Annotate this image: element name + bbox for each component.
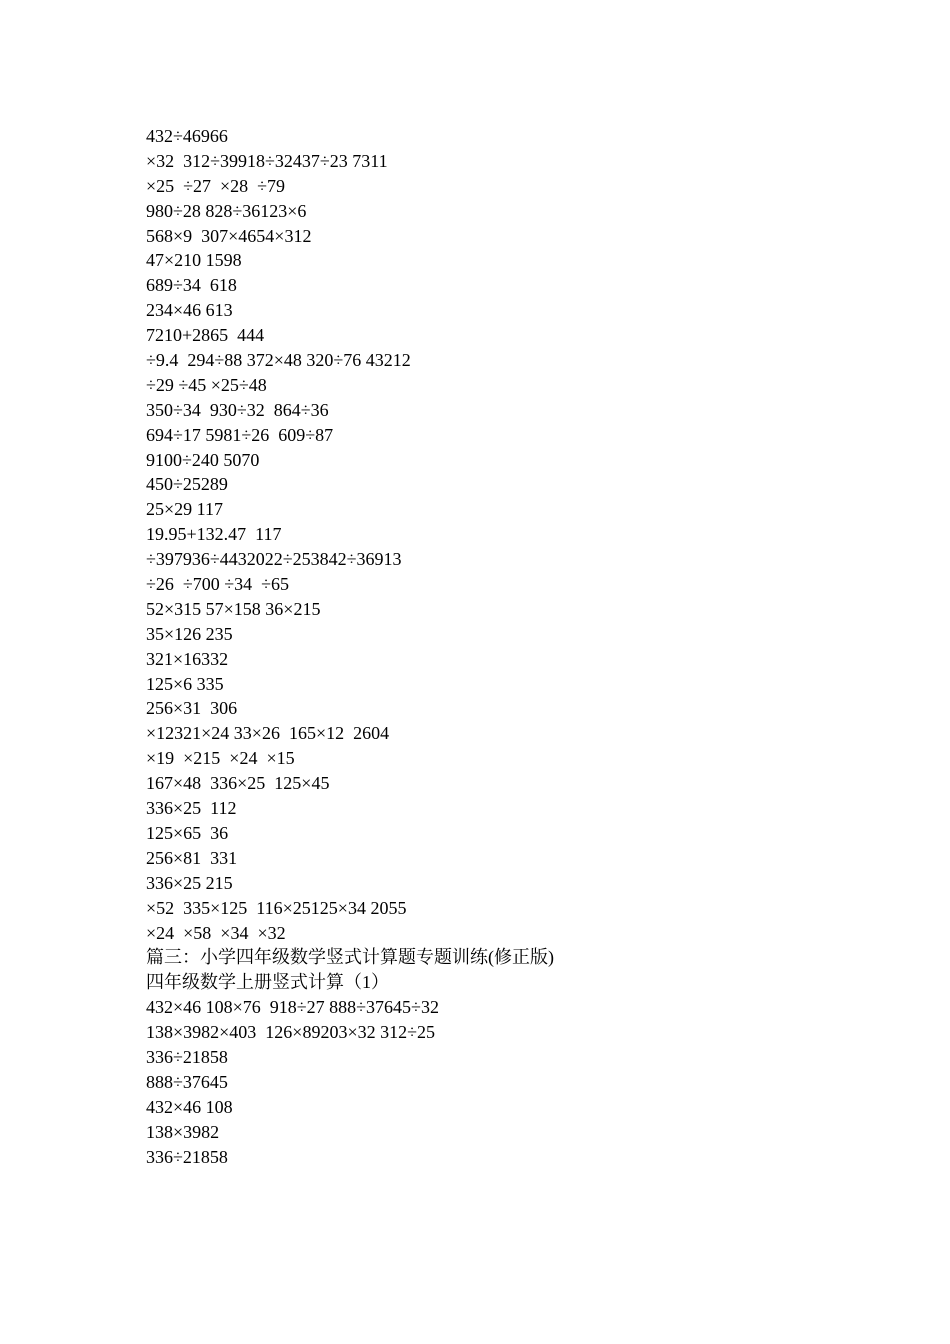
- text-line: 234×46 613: [146, 300, 233, 321]
- text-line: 689÷34 618: [146, 275, 237, 296]
- text-line: 568×9 307×4654×312: [146, 225, 312, 246]
- text-line: 432÷46966: [146, 126, 228, 146]
- text-line: 432×46 108: [146, 1096, 233, 1117]
- text-line: ÷26 ÷700 ÷34 ÷65: [146, 574, 290, 595]
- text-line: 125×65 36: [146, 822, 229, 843]
- text-line: 350÷34 930÷32 864÷36: [146, 399, 329, 420]
- text-line: 167×48 336×25 125×45: [146, 773, 330, 794]
- text-line: 19.95+132.47 117: [146, 524, 282, 545]
- text-line: 450÷25289: [146, 474, 228, 495]
- text-line: 256×31 306: [146, 698, 238, 719]
- text-line: 25×29 117: [146, 499, 223, 520]
- text-line: ×24 ×58 ×34 ×32: [146, 922, 286, 943]
- document-body: [146, 124, 906, 1169]
- text-line: ÷9.4 294÷88 372×48 320÷76 43212: [146, 350, 411, 371]
- text-line: 256×81 331: [146, 847, 238, 868]
- text-line: 9100÷240 5070: [146, 449, 260, 470]
- text-line: 694÷17 5981÷26 609÷87: [146, 424, 334, 445]
- text-line: ×25 ÷27 ×28 ÷79: [146, 175, 286, 196]
- text-line: ×19 ×215 ×24 ×15: [146, 748, 295, 769]
- text-line: 35×126 235: [146, 623, 233, 644]
- text-line: ×12321×24 33×26 165×12 2604: [146, 723, 390, 744]
- text-line: 980÷28 828÷36123×6: [146, 200, 307, 221]
- text-line: 138×3982×403 126×89203×32 312÷25: [146, 1022, 435, 1043]
- text-line: 138×3982: [146, 1121, 220, 1142]
- text-line: 47×210 1598: [146, 250, 242, 271]
- text-line: 321×16332: [146, 648, 229, 669]
- text-line: 336÷21858: [146, 1046, 228, 1067]
- section-heading: 篇三：小学四年级数学竖式计算题专题训练(修正版): [146, 947, 554, 968]
- text-line: 7210+2865 444: [146, 325, 265, 346]
- text-line: 125×6 335: [146, 673, 224, 694]
- text-line: 52×315 57×158 36×215: [146, 598, 321, 619]
- text-line: ÷29 ÷45 ×25÷48: [146, 374, 267, 395]
- text-line: ×52 335×125 116×25125×34 2055: [146, 897, 407, 918]
- text-line: 336÷21858: [146, 1146, 228, 1167]
- text-line: ×32 312÷39918÷32437÷23 7311: [146, 150, 388, 171]
- text-line: 336×25 112: [146, 798, 237, 819]
- text-line: 432×46 108×76 918÷27 888÷37645÷32: [146, 997, 439, 1018]
- text-line: 336×25 215: [146, 872, 233, 893]
- text-line: ÷397936÷4432022÷253842÷36913: [146, 549, 402, 570]
- subsection-heading: 四年级数学上册竖式计算（1）: [146, 972, 389, 993]
- text-line: 888÷37645: [146, 1071, 228, 1092]
